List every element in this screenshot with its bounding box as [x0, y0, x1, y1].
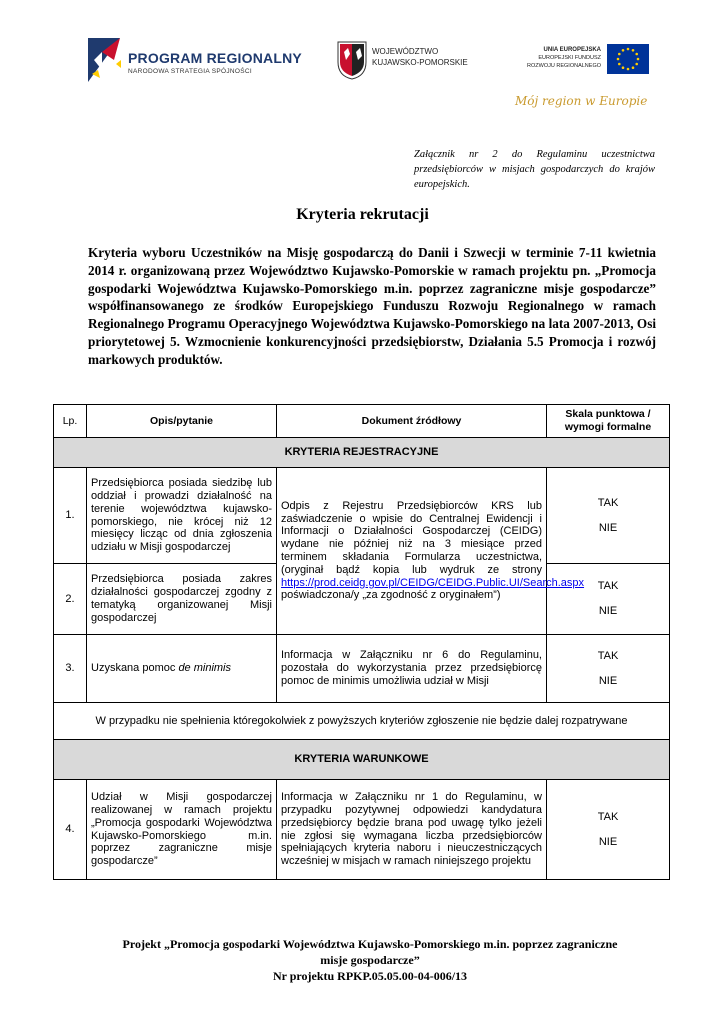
row-number: 1. — [54, 468, 87, 564]
rejection-note: W przypadku nie spełnienia któregokolwiek z powyższych kryteriów zgłoszenie nie będzie dalej rozpatrywane — [54, 703, 670, 740]
scale-no: NIE — [598, 674, 618, 687]
table-row — [54, 635, 670, 703]
criteria-table — [53, 404, 670, 880]
annex-note: Załącznik nr 2 do Regulaminu uczestnictwa przedsiębiorców w misjach gospodarczych do krajów europejskich. — [414, 149, 655, 190]
footer-project-number: Nr projektu RPKP.05.05.00-04-006/13 — [272, 969, 468, 983]
row-scale — [547, 635, 670, 703]
row-number: 4. — [54, 780, 87, 880]
footer-line2: misje gospodarcze” — [320, 953, 420, 967]
footer-line1: Projekt „Promocja gospodarki Województwa Kujawsko-Pomorskiego m.in. poprzez zagraniczne — [122, 937, 618, 951]
row-scale — [547, 780, 670, 880]
header-scale: Skala punktowa / wymogi formalne — [547, 405, 670, 438]
eu-logo-line2: EUROPEJSKI FUNDUSZ — [538, 55, 601, 61]
table-row — [54, 468, 670, 564]
eu-logo — [505, 40, 650, 85]
row-number: 3. — [54, 635, 87, 703]
row-question: Uzyskana pomoc de minimis — [87, 635, 277, 703]
scale-yes: TAK — [597, 496, 619, 509]
program-logo-subtitle: NARODOWA STRATEGIA SPÓJNOŚCI — [128, 68, 252, 75]
slogan: Mój region w Europie — [515, 94, 648, 108]
header-question: Opis/pytanie — [87, 405, 277, 438]
header-source: Dokument źródłowy — [277, 405, 547, 438]
row-source: Informacja w Załączniku nr 6 do Regulaminu, pozostała do wykorzystania przez przedsiębiorcę pomoc de minimis umożliwia udział w Misji — [277, 635, 547, 703]
row-source: Informacja w Załączniku nr 1 do Regulaminu, w przypadku pozytywnej odpowiedzi kandydatura przedsiębiorcy będzie brana pod uwagę tylko jeżeli nie zgłosi się wymagana liczba przedsiębiorców spełniających kryteria naboru i nieuczestniczących wcześniej w misjach w ramach niniejszego projektu — [277, 780, 547, 880]
section-row-conditional — [54, 740, 670, 780]
row-scale — [547, 564, 670, 635]
table-row — [54, 780, 670, 880]
table-header-row — [54, 405, 670, 438]
header-lp: Lp. — [54, 405, 87, 438]
row-question: Przedsiębiorca posiada siedzibę lub oddział i prowadzi działalność na terenie województwa kujawsko-pomorskiego, nie krócej niż 12 miesięcy licząc od dnia zgłoszenia udziału w Misji gospodarczej — [87, 468, 277, 564]
wojewodztwo-logo — [336, 40, 486, 80]
note-row — [54, 703, 670, 740]
program-regionalny-emblem-icon — [88, 30, 124, 85]
coat-of-arms-icon — [336, 40, 368, 80]
footer — [70, 936, 670, 984]
wojewodztwo-logo-line2: KUJAWSKO-POMORSKIE — [372, 58, 468, 67]
scale-yes: TAK — [597, 649, 619, 662]
wojewodztwo-logo-line1: WOJEWÓDZTWO — [372, 47, 439, 56]
ceidg-link[interactable]: https://prod.ceidg.gov.pl/CEIDG/CEIDG.Public.UI/Search.aspx — [281, 576, 585, 589]
page-title: Kryteria rekrutacji — [296, 206, 429, 223]
program-regionalny-logo — [88, 30, 302, 85]
eu-logo-line3: ROZWOJU REGIONALNEGO — [527, 63, 601, 69]
row-question: Przedsiębiorca posiada zakres działalności gospodarczej zgodny z tematyką organizowanej Misji gospodarczej — [87, 564, 277, 635]
scale-no: NIE — [598, 835, 618, 848]
program-logo-title: PROGRAM REGIONALNY — [128, 50, 302, 66]
row-number: 2. — [54, 564, 87, 635]
section-title-conditional: KRYTERIA WARUNKOWE — [54, 740, 670, 780]
scale-yes: TAK — [597, 810, 619, 823]
intro-paragraph: Kryteria wyboru Uczestników na Misję gospodarczą do Danii i Szwecji w terminie 7-11 kwietnia 2014 r. organizowaną przez Województwo Kujawsko-Pomorskie w ramach projektu pn. „Promocja gospodarki Województwa Kujawsko-Pomorskiego m.in. poprzez zagraniczne misje gospodarcze” współfinansowanego ze środków Europejskiego Funduszu Rozwoju Regionalnego w ramach Regionalnego Programu Operacyjnego Województwa Kujawsko-Pomorskiego na lata 2007-2013, Osi priorytetowej 5. Wzmocnienie konkurencyjności przedsiębiorstw, Działania 5.5 Promocja i rozwój markowych produktów. — [88, 245, 656, 367]
row-question: Udział w Misji gospodarczej realizowanej w ramach projektu „Promocja gospodarki Województwa Kujawsko-Pomorskiego m.in. poprzez zagraniczne misje gospodarcze” — [87, 780, 277, 880]
scale-no: NIE — [598, 605, 618, 617]
eu-logo-line1: UNIA EUROPEJSKA — [543, 47, 601, 53]
section-row-registration — [54, 438, 670, 468]
row-source-shared: Odpis z Rejestru Przedsiębiorców KRS lub zaświadczenie o wpisie do Centralnej Ewidencji i Informacji o Działalności Gospodarczej (CEIDG) wydane nie później niż na 3 miesiące przed terminem składania Formularza uczestnictwa, (oryginał bądź kopia lub wydruk ze strony https://prod.ceidg.gov.pl/CEIDG/CEIDG.Public.UI/Search.aspx poświadczona/y „za zgodność z oryginałem”) — [277, 468, 547, 635]
eu-flag-icon — [607, 44, 649, 74]
scale-no: NIE — [598, 521, 618, 534]
row-scale — [547, 468, 670, 564]
section-title-registration: KRYTERIA REJESTRACYJNE — [54, 438, 670, 468]
scale-yes: TAK — [597, 580, 619, 592]
